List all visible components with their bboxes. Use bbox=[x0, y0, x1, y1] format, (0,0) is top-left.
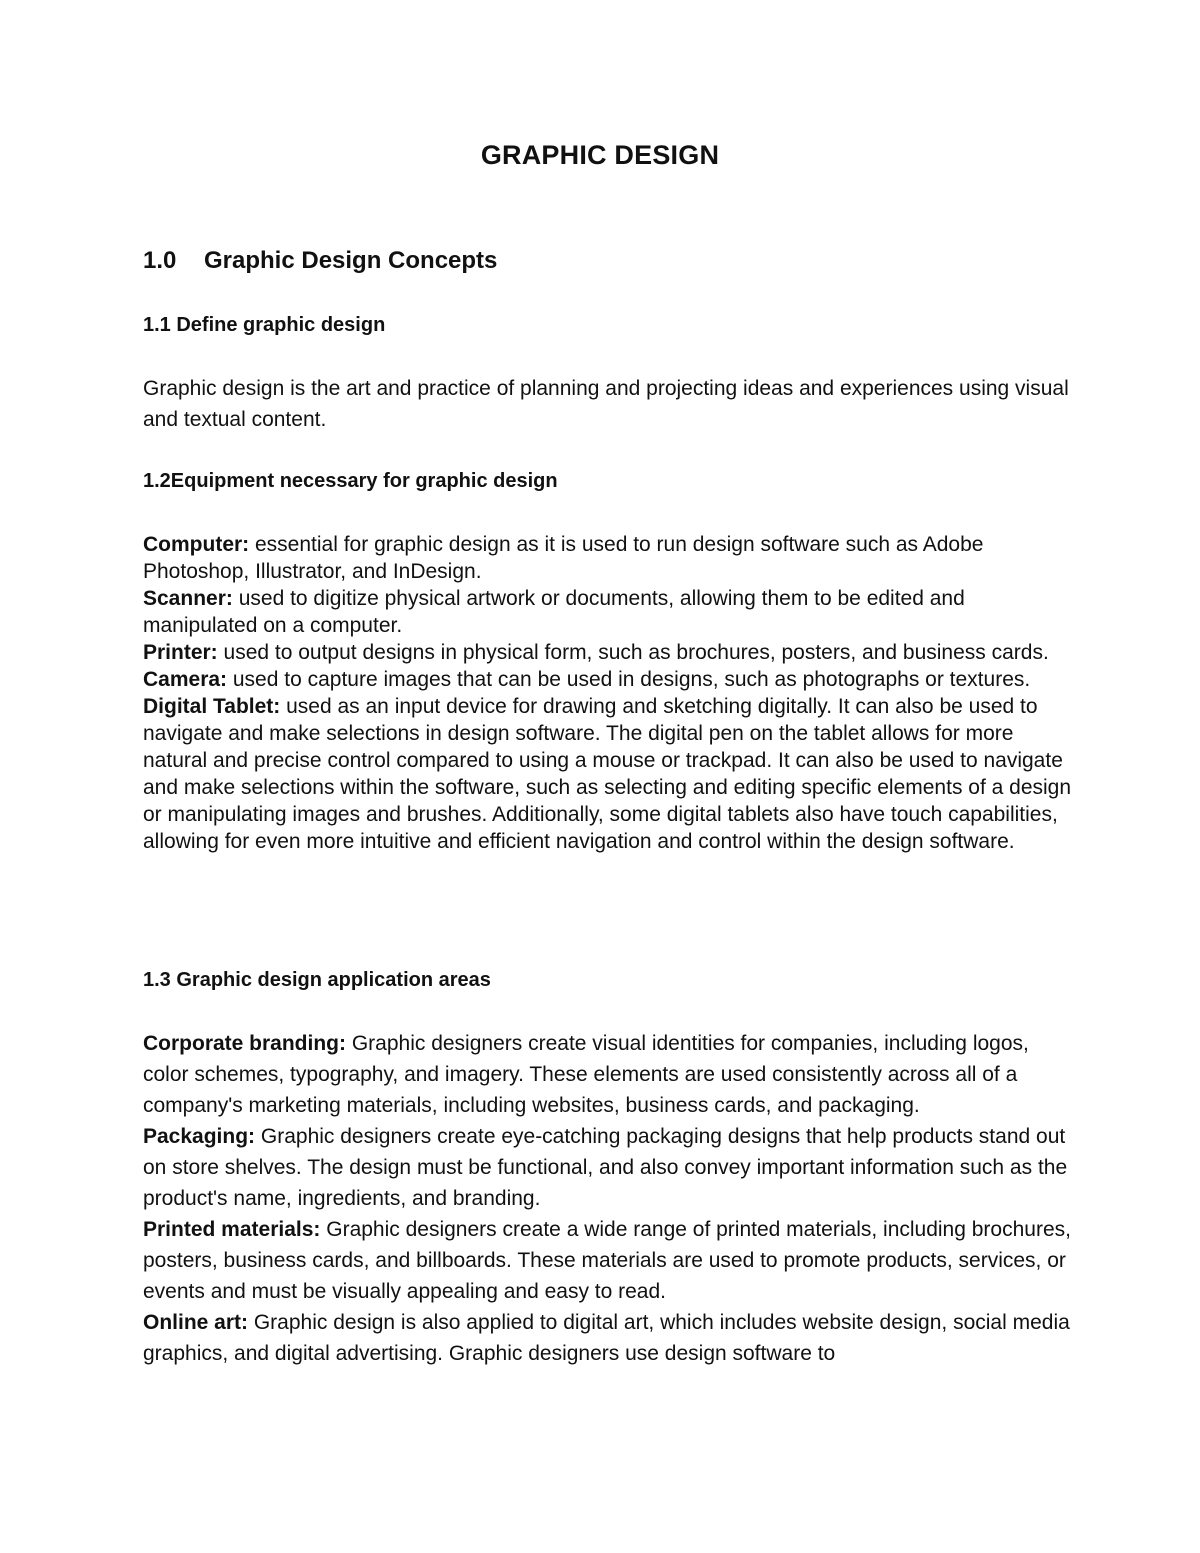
section-heading bbox=[143, 247, 497, 275]
subsection-heading-application: 1.3 Graphic design application areas bbox=[143, 969, 491, 991]
section-title: Graphic Design Concepts bbox=[204, 247, 498, 274]
list-item bbox=[143, 585, 1073, 639]
application-areas-list bbox=[143, 1028, 1073, 1369]
item-text: Graphic designers create a wide range of printed materials, including brochures, posters, business cards, and billboards. These materials are used to promote products, services, or events and must be visually appealing and easy to read. bbox=[143, 1218, 1071, 1303]
item-text: Graphic designers create visual identities for companies, including logos, color schemes, typography, and imagery. These elements are used consistently across all of a company's marketing materials, including websites, business cards, and packaging. bbox=[143, 1032, 1029, 1117]
list-item bbox=[143, 531, 1073, 585]
subsection-heading-define: 1.1 Define graphic design bbox=[143, 314, 386, 336]
equipment-list bbox=[143, 531, 1073, 855]
item-text: used to capture images that can be used in designs, such as photographs or textures. bbox=[227, 668, 1031, 691]
item-term: Online art: bbox=[143, 1311, 249, 1334]
document-title: GRAPHIC DESIGN bbox=[480, 140, 720, 170]
item-term: Corporate branding: bbox=[143, 1032, 346, 1055]
section-number: 1.0 bbox=[143, 247, 177, 274]
item-text: used to output designs in physical form, such as brochures, posters, and business cards. bbox=[217, 641, 1049, 664]
item-term: Printer: bbox=[143, 641, 218, 664]
item-term: Camera: bbox=[143, 668, 228, 691]
list-item bbox=[143, 1307, 1073, 1369]
subsection-heading-equipment: 1.2Equipment necessary for graphic design bbox=[143, 470, 558, 492]
item-text: Graphic designers create eye-catching packaging designs that help products stand out on store shelves. The design must be functional, and also convey important information such as the product's name, ingredients, and branding. bbox=[143, 1125, 1068, 1210]
item-text: Graphic design is also applied to digital art, which includes website design, social media graphics, and digital advertising. Graphic designers use design software to bbox=[143, 1311, 1070, 1365]
item-term: Computer: bbox=[143, 533, 250, 556]
item-text: used as an input device for drawing and sketching digitally. It can also be used to navigate and make selections in design software. The digital pen on the tablet allows for more natural and precise control compared to using a mouse or trackpad. It can also be used to navigate and make selections within the software, such as selecting and editing specific elements of a design or manipulating images and brushes. Additionally, some digital tablets also have touch capabilities, allowing for even more intuitive and efficient navigation and control within the design software. bbox=[143, 695, 1072, 853]
list-item bbox=[143, 639, 1073, 666]
item-term: Scanner: bbox=[143, 587, 233, 610]
definition-paragraph: Graphic design is the art and practice of planning and projecting ideas and experiences using visual and textual content. bbox=[143, 377, 1069, 431]
list-item bbox=[143, 1121, 1073, 1214]
item-term: Digital Tablet: bbox=[143, 695, 281, 718]
list-item bbox=[143, 1028, 1073, 1121]
item-term: Printed materials: bbox=[143, 1218, 321, 1241]
item-text: essential for graphic design as it is used to run design software such as Adobe Photoshop, Illustrator, and InDesign. bbox=[143, 533, 984, 583]
item-term: Packaging: bbox=[143, 1125, 256, 1148]
item-text: used to digitize physical artwork or documents, allowing them to be edited and manipulated on a computer. bbox=[143, 587, 965, 637]
list-item bbox=[143, 693, 1073, 855]
list-item bbox=[143, 666, 1073, 693]
list-item bbox=[143, 1214, 1073, 1307]
